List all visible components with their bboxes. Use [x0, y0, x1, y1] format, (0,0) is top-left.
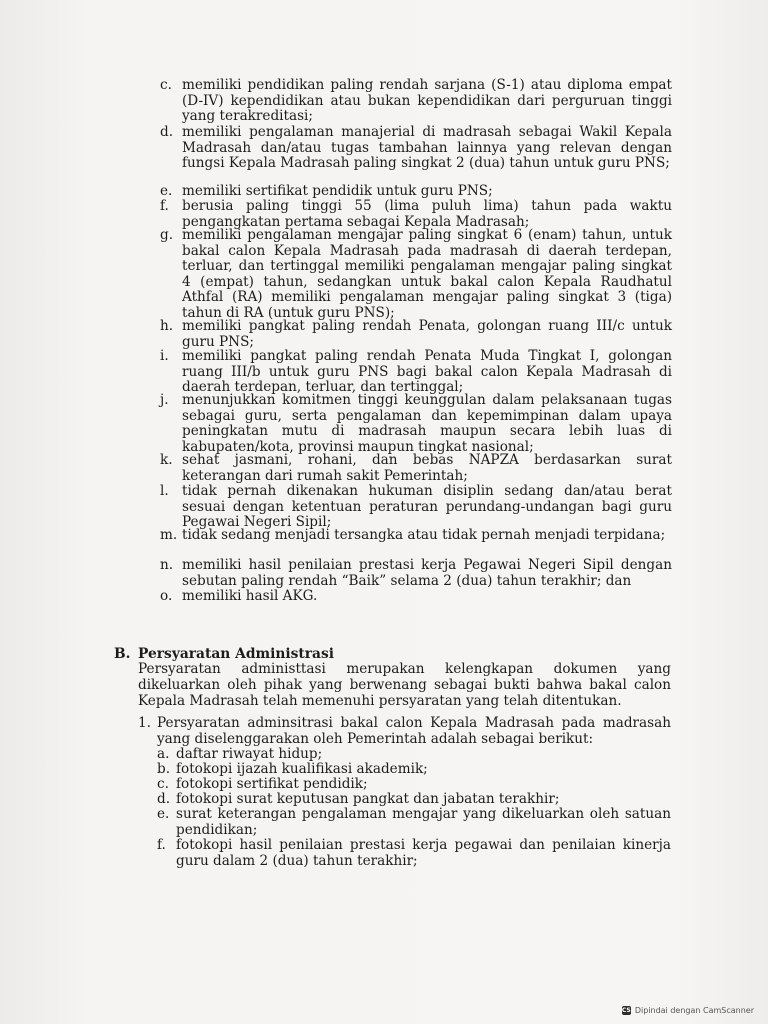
list-text: berusia paling tinggi 55 (lima puluh lima) tahun pada waktu pengangkatan pertama sebagai Kepala Madrasah; — [182, 198, 672, 230]
list-label: c. — [160, 77, 172, 93]
list-text: tidak pernah dikenakan hukuman disiplin sedang dan/atau berat sesuai dengan ketentuan peraturan perundang-undangan bagi guru Pegawai Negeri Sipil; — [182, 483, 672, 531]
list-label: h. — [160, 318, 174, 334]
list-text: memiliki pengalaman mengajar paling singkat 6 (enam) tahun, untuk bakal calon Kepala Madrasah pada madrasah di daerah terdepan, terluar, dan tertinggal memiliki pengalaman mengajar paling singkat 4 (empat) tahun, sedangkan untuk bakal calon Kepala Raudhatul Athfal (RA) memiliki pengalaman mengajar paling singkat 3 (tiga) tahun di RA (untuk guru PNS); — [182, 227, 672, 321]
list-label: m. — [160, 527, 178, 543]
sub-text: fotokopi sertifikat pendidik; — [176, 776, 368, 792]
sub-label: a. — [157, 746, 170, 762]
list-text: menunjukkan komitmen tinggi keunggulan dalam pelaksanaan tugas sebagai guru, serta pengalaman dan kepemimpinan dalam upaya peningkatan mutu di madrasah maupun secara lebih luas di kabupaten/kota, provinsi maupun tingkat nasional; — [182, 392, 672, 455]
sub-text: fotokopi hasil penilaian prestasi kerja pegawai dan penilaian kinerja guru dalam 2 (dua) tahun terakhir; — [176, 837, 671, 869]
list-item-k — [160, 453, 672, 484]
sub-label: d. — [157, 791, 171, 807]
list-text: tidak sedang menjadi tersangka atau tidak pernah menjadi terpidana; — [182, 527, 666, 543]
list-label: e. — [160, 183, 173, 199]
sub-text: surat keterangan pengalaman mengajar yang dikeluarkan oleh satuan pendidikan; — [176, 806, 671, 838]
camscanner-watermark — [622, 1006, 754, 1015]
list-text: memiliki pendidikan paling rendah sarjana (S-1) atau diploma empat (D-IV) kependidikan atau bukan kependidikan dari perguruan tinggi yang terakreditasi; — [182, 77, 672, 125]
section-title: Persyaratan Administrasi — [138, 646, 334, 662]
scanner-text: Dipindai dengan CamScanner — [634, 1006, 754, 1015]
list-item-f — [160, 199, 672, 230]
camscanner-icon: CS — [621, 1007, 631, 1014]
list-text: memiliki pangkat paling rendah Penata Muda Tingkat I, golongan ruang III/b untuk guru PNS bagi bakal calon Kepala Madrasah di daerah terdepan, terluar, dan tertinggal; — [182, 348, 672, 396]
sub-text: fotokopi surat keputusan pangkat dan jabatan terakhir; — [176, 791, 560, 807]
list-label: k. — [160, 452, 173, 468]
numbered-text: Persyaratan adminsitrasi bakal calon Kepala Madrasah pada madrasah yang diselenggarakan oleh Pemerintah adalah sebagai berikut: — [157, 715, 671, 747]
section-label: B. — [114, 646, 131, 662]
sub-text: daftar riwayat hidup; — [176, 746, 323, 762]
sub-label: f. — [157, 837, 166, 853]
list-label: f. — [160, 198, 169, 214]
list-item-m — [160, 528, 672, 544]
list-label: l. — [160, 483, 169, 499]
sub-text: fotokopi ijazah kualifikasi akademik; — [176, 761, 428, 777]
numbered-label: 1. — [138, 715, 151, 731]
list-label: o. — [160, 588, 173, 604]
list-item-h — [160, 319, 672, 350]
list-item-d — [160, 125, 672, 172]
section-heading — [114, 646, 334, 662]
list-label: d. — [160, 124, 174, 140]
list-text: memiliki sertifikat pendidik untuk guru PNS; — [182, 183, 493, 199]
section-intro: Persyaratan administtasi merupakan kelengkapan dokumen yang dikeluarkan oleh pihak yang berwenang sebagai bukti bahwa bakal calon Kepala Madrasah telah memenuhi persyaratan yang telah ditentukan. — [138, 661, 671, 709]
list-label: j. — [160, 392, 169, 408]
sub-label: c. — [157, 776, 169, 792]
sub-label: e. — [157, 806, 170, 822]
list-item-l — [160, 484, 672, 531]
list-text: memiliki hasil AKG. — [182, 588, 318, 604]
numbered-item-1 — [138, 716, 671, 747]
list-label: i. — [160, 348, 169, 364]
list-item-g — [160, 228, 672, 322]
list-label: n. — [160, 557, 174, 573]
list-text: sehat jasmani, rohani, dan bebas NAPZA berdasarkan surat keterangan dari rumah sakit Pemerintah; — [182, 452, 672, 484]
list-text: memiliki pangkat paling rendah Penata, golongan ruang III/c untuk guru PNS; — [182, 318, 672, 350]
list-text: memiliki hasil penilaian prestasi kerja Pegawai Negeri Sipil dengan sebutan paling rendah “Baik” selama 2 (dua) tahun terakhir; dan — [182, 557, 672, 589]
sub-label: b. — [157, 761, 171, 777]
list-item-c — [160, 78, 672, 125]
sub-item-e — [157, 807, 671, 838]
list-item-n — [160, 558, 672, 589]
list-item-j — [160, 393, 672, 455]
list-item-i — [160, 349, 672, 396]
sub-item-f — [157, 838, 671, 869]
list-text: memiliki pengalaman manajerial di madrasah sebagai Wakil Kepala Madrasah dan/atau tugas tambahan lainnya yang relevan dengan fungsi Kepala Madrasah paling singkat 2 (dua) tahun untuk guru PNS; — [182, 124, 672, 172]
list-label: g. — [160, 227, 174, 243]
list-item-o — [160, 589, 672, 605]
